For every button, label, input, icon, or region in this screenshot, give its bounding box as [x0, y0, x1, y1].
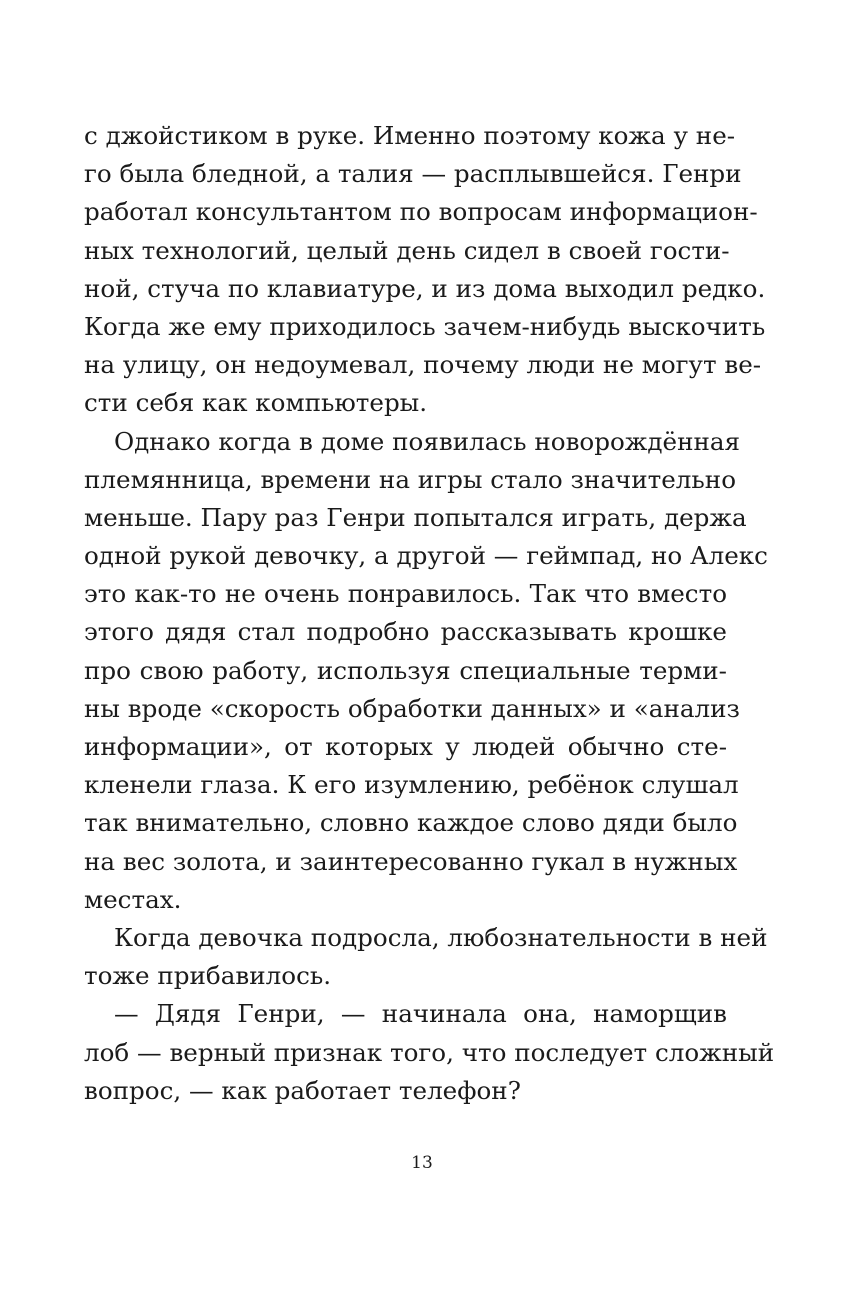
text-line: местах.: [84, 884, 182, 914]
text-line: — Дядя Генри, — начинала она, наморщив: [114, 999, 727, 1029]
text-line: ной, стуча по клавиатуре, и из дома выходил редко.: [84, 273, 766, 303]
text-line: одной рукой девочку, а другой — геймпад, но Алекс: [84, 541, 768, 571]
text-line: Когда девочка подросла, любознательности в ней: [114, 922, 768, 952]
text-line: вопрос, — как работает телефон?: [84, 1075, 521, 1105]
text-line: племянница, времени на игры стало значительно: [84, 464, 736, 494]
text-line: го была бледной, а талия — расплывшейся. Генри: [84, 159, 742, 189]
text-line: лоб — верный признак того, что последует сложный: [84, 1037, 775, 1067]
text-line: про свою работу, используя специальные терми-: [84, 655, 727, 685]
text-line: с джойстиком в руке. Именно поэтому кожа у не-: [84, 121, 736, 150]
text-line: этого дядя стал подробно рассказывать крошке: [84, 617, 727, 647]
body-text: [84, 117, 775, 1110]
text-line: кленели глаза. К его изумлению, ребёнок слушал: [84, 770, 739, 800]
text-line: Когда же ему приходилось зачем-нибудь выскочить: [84, 311, 766, 341]
text-line: информации», от которых у людей обычно сте-: [84, 732, 727, 761]
text-line: на улицу, он недоумевал, почему люди не могут ве-: [84, 350, 762, 380]
page-number: 13: [411, 1153, 433, 1173]
text-line: на вес золота, и заинтересованно гукал в нужных: [84, 846, 738, 876]
text-line: ных технологий, целый день сидел в своей гости-: [84, 235, 730, 265]
text-line: Однако когда в доме появилась новорождённая: [114, 426, 741, 456]
text-line: так внимательно, словно каждое слово дяди было: [84, 808, 738, 838]
text-line: меньше. Пару раз Генри попытался играть, держа: [84, 502, 747, 532]
text-line: сти себя как компьютеры.: [84, 388, 428, 418]
text-line: это как-то не очень понравилось. Так что вместо: [84, 579, 727, 609]
text-line: работал консультантом по вопросам информацион-: [84, 197, 758, 227]
text-line: тоже прибавилось.: [84, 961, 332, 991]
text-line: ны вроде «скорость обработки данных» и «анализ: [84, 693, 740, 723]
